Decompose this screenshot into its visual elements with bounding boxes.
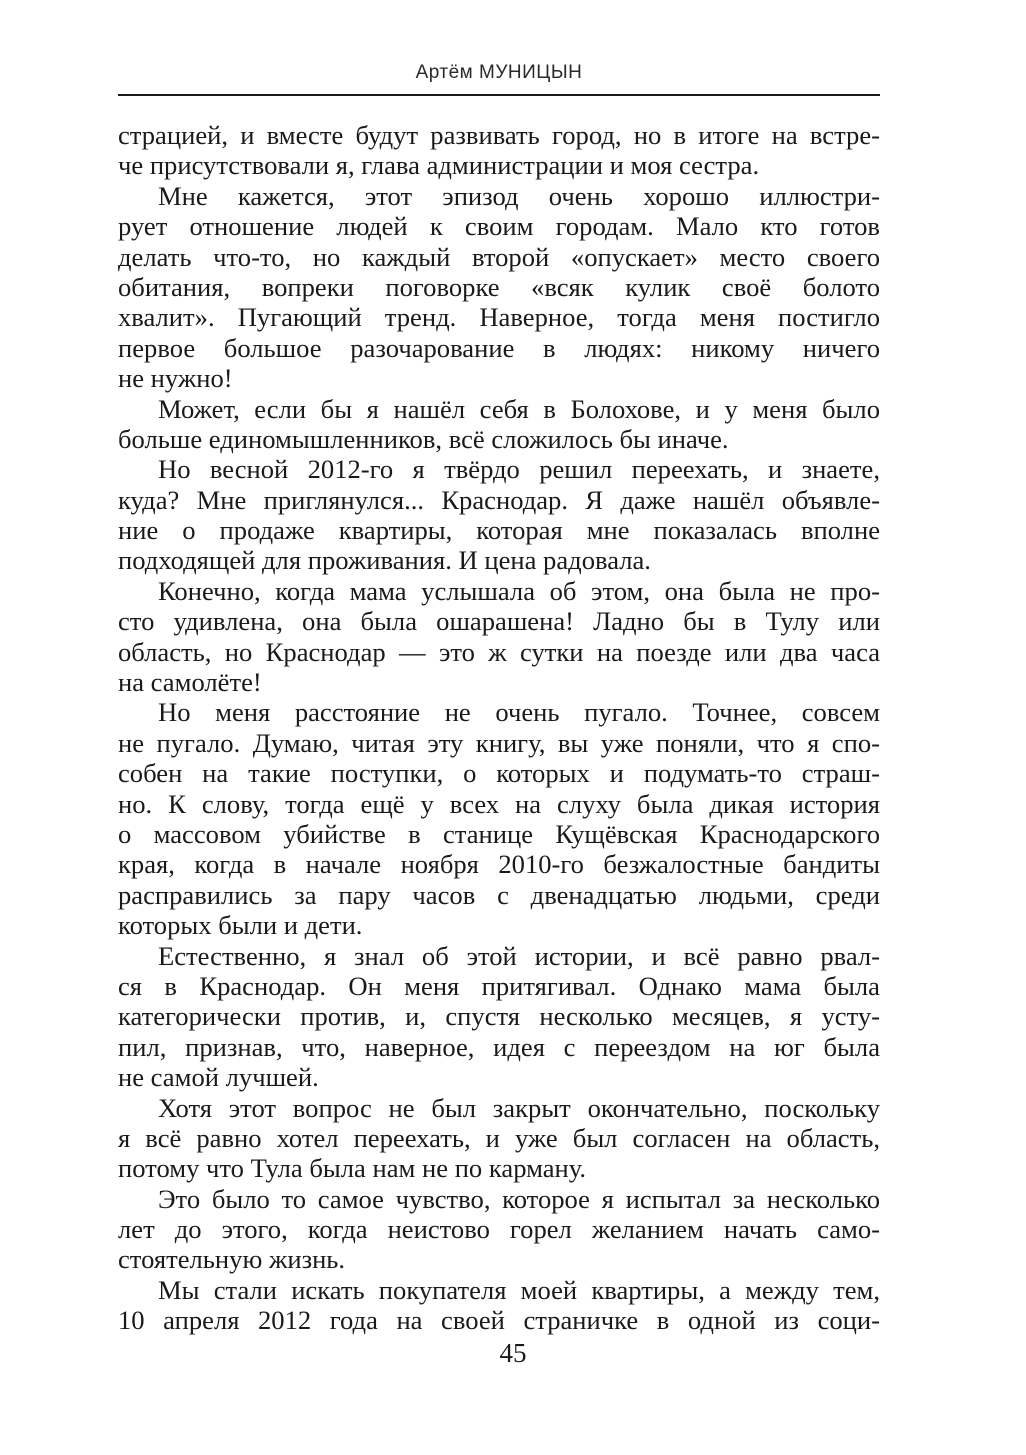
text-line: че присутствовали я, глава администрации и моя сестра. <box>118 150 760 181</box>
text-line: область, но Краснодар — это ж сутки на поезде или два часа <box>118 636 880 667</box>
text-line: Мы стали искать покупателя моей квартиры, а между тем, <box>158 1274 880 1305</box>
text-line: Может, если бы я нашёл себя в Болохове, и у меня было <box>158 393 880 424</box>
text-line: куда? Мне приглянулся... Краснодар. Я даже нашёл объявле- <box>118 484 880 515</box>
text-line: лет до этого, когда неистово горел желанием начать само- <box>118 1214 880 1245</box>
text-line: Это было то самое чувство, которое я испытал за несколько <box>158 1183 880 1214</box>
text-line: на самолёте! <box>118 667 262 698</box>
text-line: я всё равно хотел переехать, и уже был согласен на область, <box>118 1122 880 1153</box>
text-line: хвалит». Пугающий тренд. Наверное, тогда меня постигло <box>118 302 880 333</box>
header-rule <box>118 94 880 96</box>
text-line: Хотя этот вопрос не был закрыт окончательно, поскольку <box>158 1092 880 1123</box>
text-line: пил, признав, что, наверное, идея с переездом на юг была <box>118 1031 880 1062</box>
text-line: 10 апреля 2012 года на своей страничке в одной из соци- <box>118 1305 880 1336</box>
text-line: потому что Тула была нам не по карману. <box>118 1153 587 1184</box>
running-head-author: Артём МУНИЦЫН <box>415 62 583 83</box>
text-line: не пугало. Думаю, читая эту книгу, вы уже поняли, что я спо- <box>118 727 880 758</box>
text-line: делать что-то, но каждый второй «опускает» место своего <box>118 241 880 272</box>
text-line: ние о продаже квартиры, которая мне показалась вполне <box>118 515 880 546</box>
text-line: Мне кажется, этот эпизод очень хорошо иллюстри- <box>158 180 880 211</box>
text-line: сто удивлена, она была ошарашена! Ладно бы в Тулу или <box>118 606 880 637</box>
text-line: подходящей для проживания. И цена радовала. <box>118 545 651 576</box>
page-number: 45 <box>499 1338 527 1368</box>
text-line: первое большое разочарование в людях: никому ничего <box>118 332 880 363</box>
text-line: края, когда в начале ноября 2010-го безжалостные бандиты <box>118 849 880 880</box>
text-line: Естественно, я знал об этой истории, и всё равно рвал- <box>158 940 880 971</box>
text-line: ся в Краснодар. Он меня притягивал. Однако мама была <box>118 970 880 1001</box>
text-line: не самой лучшей. <box>118 1062 319 1093</box>
text-line: расправились за пару часов с двенадцатью людьми, среди <box>118 879 880 910</box>
text-line: но. К слову, тогда ещё у всех на слуху была дикая история <box>118 788 880 819</box>
text-line: категорически против, и, спустя несколько месяцев, я усту- <box>118 1001 880 1032</box>
text-line: не нужно! <box>118 363 233 394</box>
text-line: Но меня расстояние не очень пугало. Точнее, совсем <box>158 697 880 728</box>
text-line: о массовом убийстве в станице Кущёвская Краснодарского <box>118 818 880 849</box>
text-line: обитания, вопреки поговорке «всяк кулик своё болото <box>118 271 880 302</box>
text-line: Конечно, когда мама услышала об этом, она была не про- <box>158 575 880 606</box>
text-line: которых были и дети. <box>118 910 363 941</box>
text-line: стоятельную жизнь. <box>118 1244 346 1275</box>
text-line: страцией, и вместе будут развивать город, но в итоге на встре- <box>118 120 880 150</box>
text-line: больше единомышленников, всё сложилось бы иначе. <box>118 423 729 454</box>
body-text <box>118 120 880 1336</box>
text-line: собен на такие поступки, о которых и подумать-то страш- <box>118 758 880 789</box>
text-line: Но весной 2012-го я твёрдо решил переехать, и знаете, <box>158 454 880 485</box>
text-line: рует отношение людей к своим городам. Мало кто готов <box>118 211 880 242</box>
